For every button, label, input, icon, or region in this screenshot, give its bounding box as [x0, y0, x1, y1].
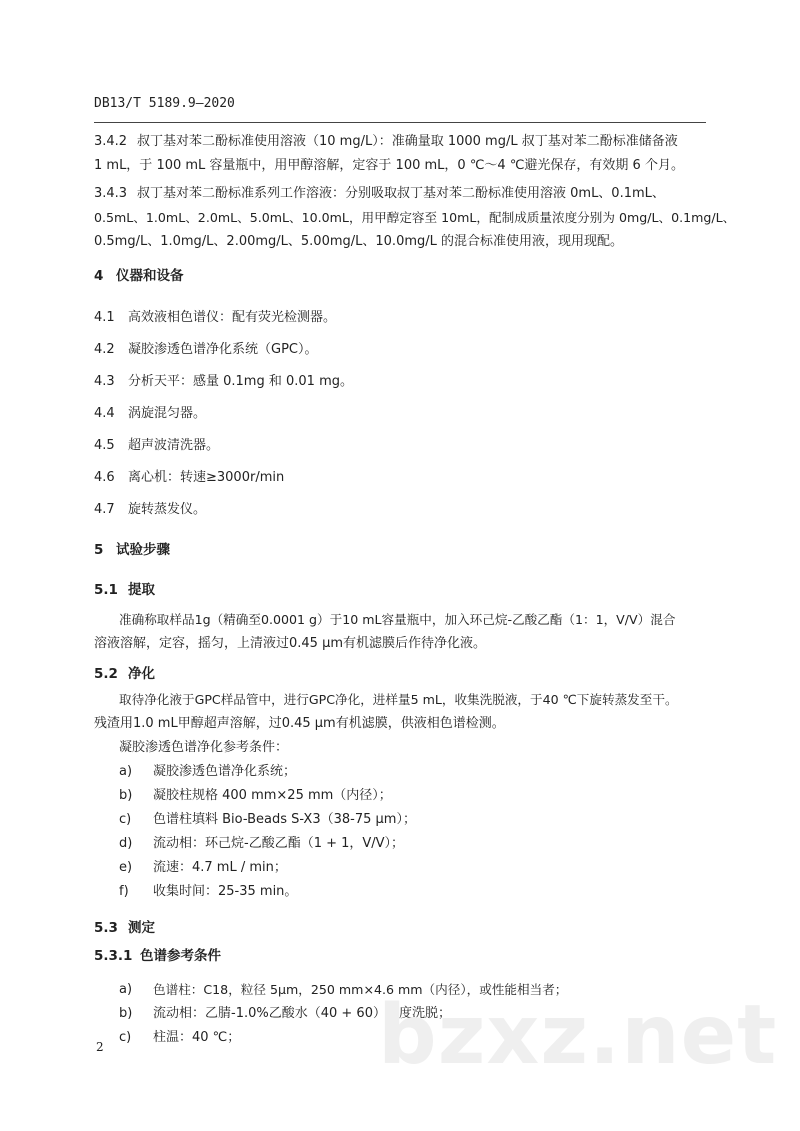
paragraph-line: 叔丁基对苯二酚标准系列工作溶液：分别吸取叔丁基对苯二酚标准使用溶液 0mL、0.1mL、: [137, 186, 665, 201]
subsection-title: 色谱参考条件: [140, 948, 221, 964]
standard-code: DB13/T 5189.9—2020: [94, 96, 235, 111]
list-item: 收集时间：25-35 min。: [153, 884, 298, 899]
subsection-number: 5.1: [94, 582, 118, 598]
list-item: 分析天平：感量 0.1mg 和 0.01 mg。: [128, 374, 353, 389]
list-letter: c): [119, 812, 132, 827]
watermark: bzxz.net: [378, 988, 778, 1083]
list-letter: b): [119, 788, 133, 803]
section-title: 仪器和设备: [116, 268, 184, 284]
clause-number: 4.2: [94, 342, 115, 357]
list-item: 柱温：40 ℃；: [153, 1030, 241, 1045]
list-letter: d): [119, 836, 133, 851]
subsection-number: 5.2: [94, 666, 118, 682]
paragraph-line: 残渣用1.0 mL甲醇超声溶解，过0.45 μm有机滤膜，供液相色谱检测。: [94, 716, 505, 731]
list-letter: c): [119, 1030, 132, 1045]
list-item: 旋转蒸发仪。: [128, 502, 207, 517]
clause-number: 4.1: [94, 310, 115, 325]
paragraph-line: 0.5mg/L、1.0mg/L、2.00mg/L、5.00mg/L、10.0mg/L 的混合标准使用液，现用现配。: [94, 234, 624, 249]
subsection-number: 5.3.1: [94, 948, 133, 964]
subsection-title: 测定: [128, 920, 155, 936]
list-item: 色谱柱：C18，粒径 5μm，250 mm×4.6 mm（内径），或性能相当者；: [153, 982, 568, 997]
list-item: 离心机：转速≥3000r/min: [128, 470, 285, 485]
clause-number: 4.5: [94, 438, 115, 453]
clause-number: 4.6: [94, 470, 115, 485]
list-item: 超声波清洗器。: [128, 438, 220, 453]
list-letter: b): [119, 1006, 133, 1021]
paragraph-line: 溶液溶解，定容，摇匀，上清液过0.45 μm有机滤膜后作待净化液。: [94, 636, 487, 651]
paragraph-line: 凝胶渗透色谱净化参考条件：: [119, 740, 289, 755]
section-number: 5: [94, 542, 104, 558]
section-title: 试验步骤: [116, 542, 170, 558]
subsection-number: 5.3: [94, 920, 118, 936]
list-item: 流速：4.7 mL / min；: [153, 860, 287, 875]
paragraph-line: 准确称取样品1g（精确至0.0001 g）于10 mL容量瓶中，加入环己烷-乙酸乙酯（1：1，V/V）混合: [119, 612, 676, 627]
list-item: 凝胶渗透色谱净化系统（GPC）。: [128, 342, 318, 357]
list-item: 色谱柱填料 Bio-Beads S-X3（38-75 μm）；: [153, 812, 416, 827]
clause-number: 4.7: [94, 502, 115, 517]
list-item: 流动相：环己烷-乙酸乙酯（1 + 1，V/V）；: [153, 836, 405, 851]
list-letter: f): [119, 884, 129, 899]
list-letter: a): [119, 764, 133, 779]
list-letter: a): [119, 982, 133, 997]
list-item: 凝胶渗透色谱净化系统；: [153, 764, 297, 779]
subsection-title: 净化: [128, 666, 155, 682]
list-item: 流动相：乙腈-1.0%乙酸水（40 + 60）等度洗脱；: [153, 1006, 451, 1021]
clause-number: 4.3: [94, 374, 115, 389]
clause-number: 4.4: [94, 406, 115, 421]
paragraph-line: 取待净化液于GPC样品管中，进行GPC净化，进样量5 mL，收集洗脱液，于40 ℃下旋转蒸发至干。: [119, 692, 678, 707]
list-item: 涡旋混匀器。: [128, 406, 207, 421]
clause-number: 3.4.2: [94, 134, 128, 149]
page-number: 2: [96, 1040, 104, 1054]
list-item: 凝胶柱规格 400 mm×25 mm（内径）；: [153, 788, 392, 803]
clause-number: 3.4.3: [94, 186, 128, 201]
list-letter: e): [119, 860, 133, 875]
paragraph-line: 1 mL，于 100 mL 容量瓶中，用甲醇溶解，定容于 100 mL，0 ℃～4 ℃避光保存，有效期 6 个月。: [94, 158, 684, 173]
paragraph-line: 叔丁基对苯二酚标准使用溶液（10 mg/L）：准确量取 1000 mg/L 叔丁基对苯二酚标准储备液: [137, 134, 678, 149]
paragraph-line: 0.5mL、1.0mL、2.0mL、5.0mL、10.0mL，用甲醇定容至 10mL，配制成质量浓度分别为 0mg/L、0.1mg/L、: [94, 210, 736, 225]
list-item: 高效液相色谱仪：配有荧光检测器。: [128, 310, 337, 325]
section-number: 4: [94, 268, 104, 284]
header-rule: [94, 122, 706, 123]
subsection-title: 提取: [128, 582, 155, 598]
